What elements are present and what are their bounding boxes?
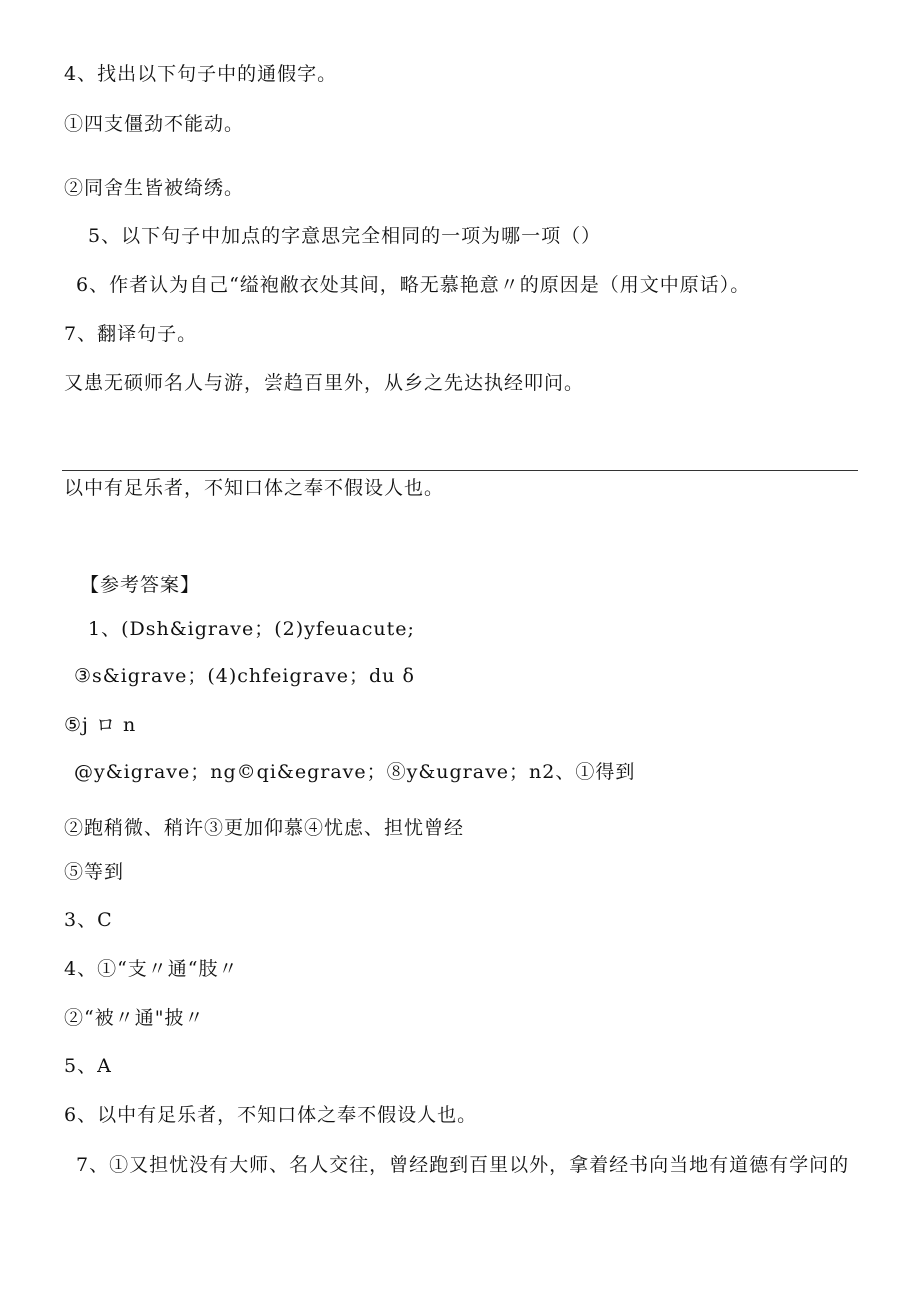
answer-1-line-1: 1、(Dsh&igrave；(2)yfeuacute;: [88, 618, 415, 640]
q7-title: 7、翻译句子。: [64, 323, 198, 345]
answer-4-line-2: ②“被〃通"披〃: [64, 1007, 205, 1029]
answer-1-line-4: @y&igrave；ng©qi&egrave；⑧y&ugrave；n2、①得到: [74, 761, 636, 783]
q5-text: 5、以下句子中加点的字意思完全相同的一项为哪一项（）: [88, 225, 602, 247]
q7-sentence-2: 以中有足乐者，不知口体之奉不假设人也。: [64, 477, 445, 499]
answer-2-line-2: ⑤等到: [64, 861, 125, 883]
q4-title: 4、找出以下句子中的通假字。: [64, 63, 338, 85]
answer-7: 7、①又担忧没有大师、名人交往，曾经跑到百里以外，拿着经书向当地有道德有学问的: [76, 1154, 850, 1176]
answer-1-line-2: ③s&igrave；(4)chfeigrave；du δ: [74, 665, 415, 687]
answer-blank-line: [62, 470, 858, 471]
answer-3: 3、C: [64, 909, 113, 931]
answer-1-line-3: ⑤j ロ n: [64, 714, 137, 736]
answer-5: 5、A: [64, 1055, 112, 1077]
answers-heading: 【参考答案】: [80, 574, 201, 596]
q4-item-2: ②同舍生皆被绮绣。: [64, 177, 245, 199]
answer-4-line-1: 4、①“支〃通“肢〃: [64, 958, 239, 980]
answer-6: 6、以中有足乐者，不知口体之奉不假设人也。: [64, 1104, 478, 1126]
answer-2-line-1: ②跑稍微、稍许③更加仰慕④忧虑、担忧曾经: [64, 817, 465, 839]
q7-sentence-1: 又患无硕师名人与游，尝趋百里外，从乡之先达执经叩问。: [64, 372, 585, 394]
q6-text: 6、作者认为自己“缢袍敝衣处其间，略无慕艳意〃的原因是（用文中原话）。: [76, 274, 751, 296]
q4-item-1: ①四支僵劲不能动。: [64, 113, 245, 135]
